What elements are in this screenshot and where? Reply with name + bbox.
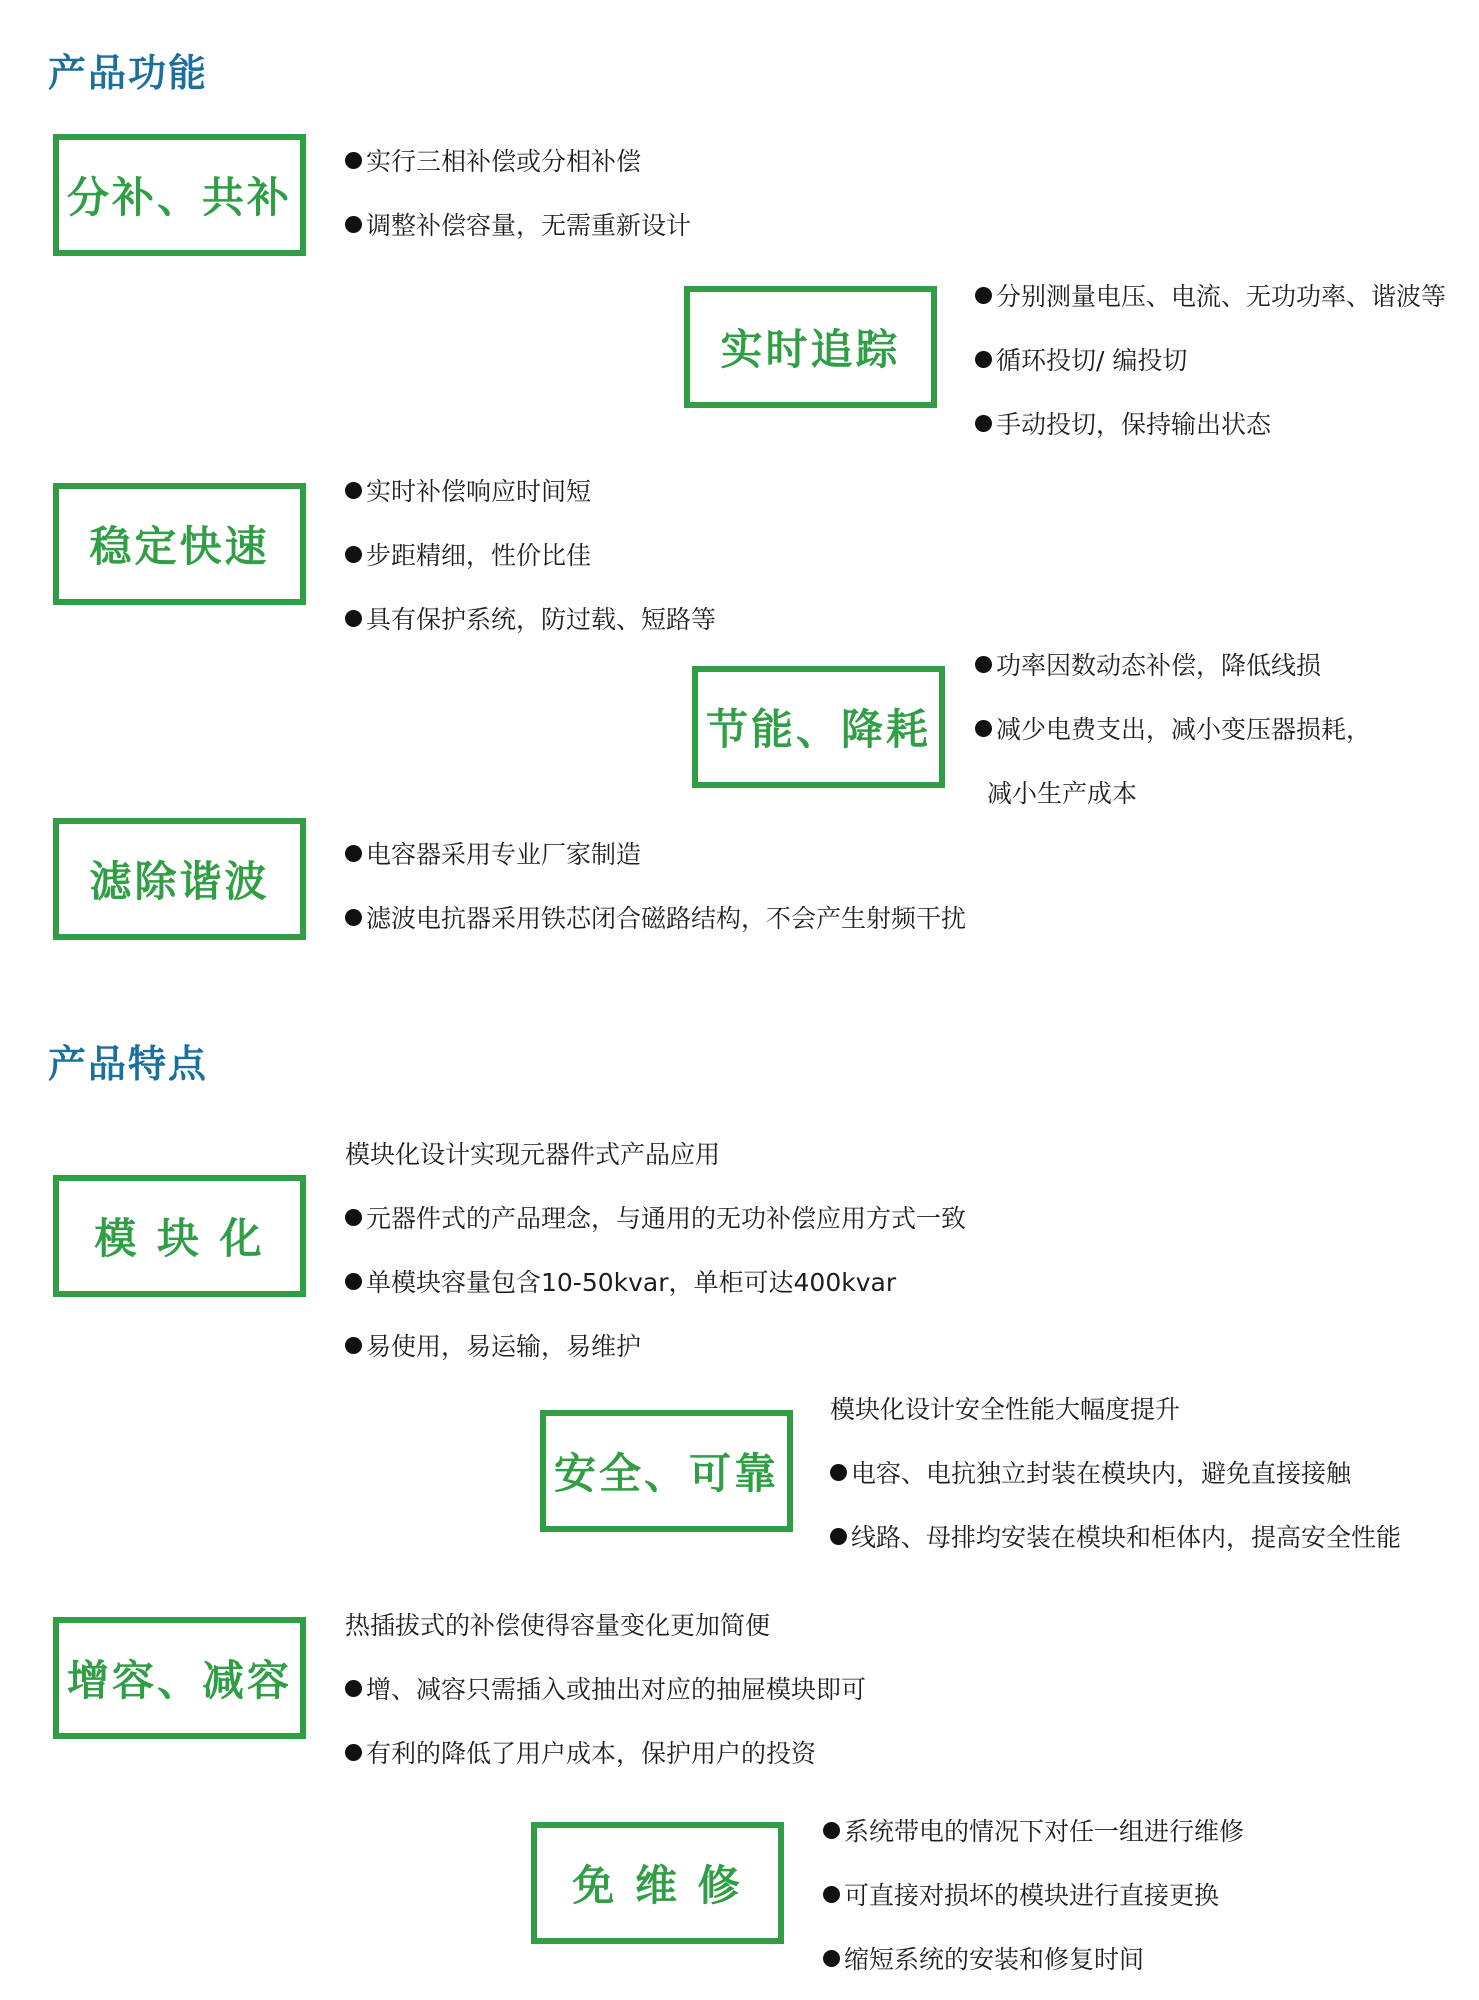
function-item: 滤波电抗器采用铁芯闭合磁路结构，不会产生射频干扰 — [345, 899, 966, 935]
function-item: 具有保护系统，防过载、短路等 — [345, 600, 716, 636]
bullet-icon — [345, 1209, 362, 1226]
function-item: 步距精细，性价比佳 — [345, 536, 591, 572]
bullet-icon — [975, 287, 992, 304]
function-item: 循环投切/ 编投切 — [975, 341, 1187, 377]
bullet-icon — [975, 720, 992, 737]
bullet-icon — [345, 1273, 362, 1290]
feature-item: 缩短系统的安装和修复时间 — [823, 1940, 1144, 1976]
function-item: 实行三相补偿或分相补偿 — [345, 142, 641, 178]
bullet-icon — [345, 610, 362, 627]
feature-box-safe-reliable: 安全、可靠 — [540, 1410, 793, 1532]
feature-intro: 模块化设计实现元器件式产品应用 — [345, 1140, 721, 1169]
bullet-icon — [345, 1337, 362, 1354]
function-item: 电容器采用专业厂家制造 — [345, 835, 641, 871]
function-item: 实时补偿响应时间短 — [345, 472, 591, 508]
bullet-icon — [345, 1680, 362, 1697]
bullet-icon — [975, 351, 992, 368]
bullet-icon — [345, 909, 362, 926]
feature-item: 元器件式的产品理念，与通用的无功补偿应用方式一致 — [345, 1199, 966, 1235]
function-item: 减少电费支出，减小变压器损耗， — [975, 710, 1371, 746]
bullet-icon — [345, 845, 362, 862]
feature-box-modular: 模 块 化 — [53, 1175, 306, 1297]
function-box-harmonic-filtering: 滤除谐波 — [53, 818, 306, 940]
function-item: 手动投切，保持输出状态 — [975, 405, 1271, 441]
feature-item: 有利的降低了用户成本，保护用户的投资 — [345, 1734, 816, 1770]
feature-item: 可直接对损坏的模块进行直接更换 — [823, 1876, 1219, 1912]
bullet-icon — [823, 1822, 840, 1839]
bullet-icon — [975, 656, 992, 673]
function-box-split-common: 分补、共补 — [53, 134, 306, 256]
bullet-icon — [823, 1886, 840, 1903]
bullet-icon — [345, 216, 362, 233]
function-item-continuation: 减小生产成本 — [987, 779, 1138, 808]
feature-intro: 模块化设计安全性能大幅度提升 — [830, 1395, 1181, 1424]
feature-item: 单模块容量包含10-50kvar，单柜可达400kvar — [345, 1263, 896, 1299]
feature-box-capacity-change: 增容、减容 — [53, 1617, 306, 1739]
bullet-icon — [345, 1744, 362, 1761]
feature-item: 易使用，易运输，易维护 — [345, 1327, 641, 1363]
bullet-icon — [830, 1464, 847, 1481]
feature-intro: 热插拔式的补偿使得容量变化更加简便 — [345, 1611, 771, 1640]
feature-item: 电容、电抗独立封装在模块内，避免直接接触 — [830, 1454, 1351, 1490]
function-item: 分别测量电压、电流、无功功率、谐波等 — [975, 277, 1446, 313]
feature-item: 线路、母排均安装在模块和柜体内，提高安全性能 — [830, 1518, 1401, 1554]
function-box-realtime-tracking: 实时追踪 — [684, 286, 937, 408]
bullet-icon — [823, 1950, 840, 1967]
bullet-icon — [975, 415, 992, 432]
features-heading: 产品特点 — [48, 1042, 209, 1086]
function-box-energy-saving: 节能、降耗 — [692, 666, 945, 788]
functions-heading: 产品功能 — [48, 51, 209, 95]
feature-box-maintenance-free: 免 维 修 — [531, 1822, 784, 1944]
function-box-stable-fast: 稳定快速 — [53, 483, 306, 605]
function-item: 功率因数动态补偿，降低线损 — [975, 646, 1321, 682]
bullet-icon — [345, 152, 362, 169]
bullet-icon — [830, 1528, 847, 1545]
bullet-icon — [345, 482, 362, 499]
feature-item: 增、减容只需插入或抽出对应的抽屉模块即可 — [345, 1670, 866, 1706]
bullet-icon — [345, 546, 362, 563]
feature-item: 系统带电的情况下对任一组进行维修 — [823, 1812, 1244, 1848]
function-item: 调整补偿容量，无需重新设计 — [345, 206, 691, 242]
